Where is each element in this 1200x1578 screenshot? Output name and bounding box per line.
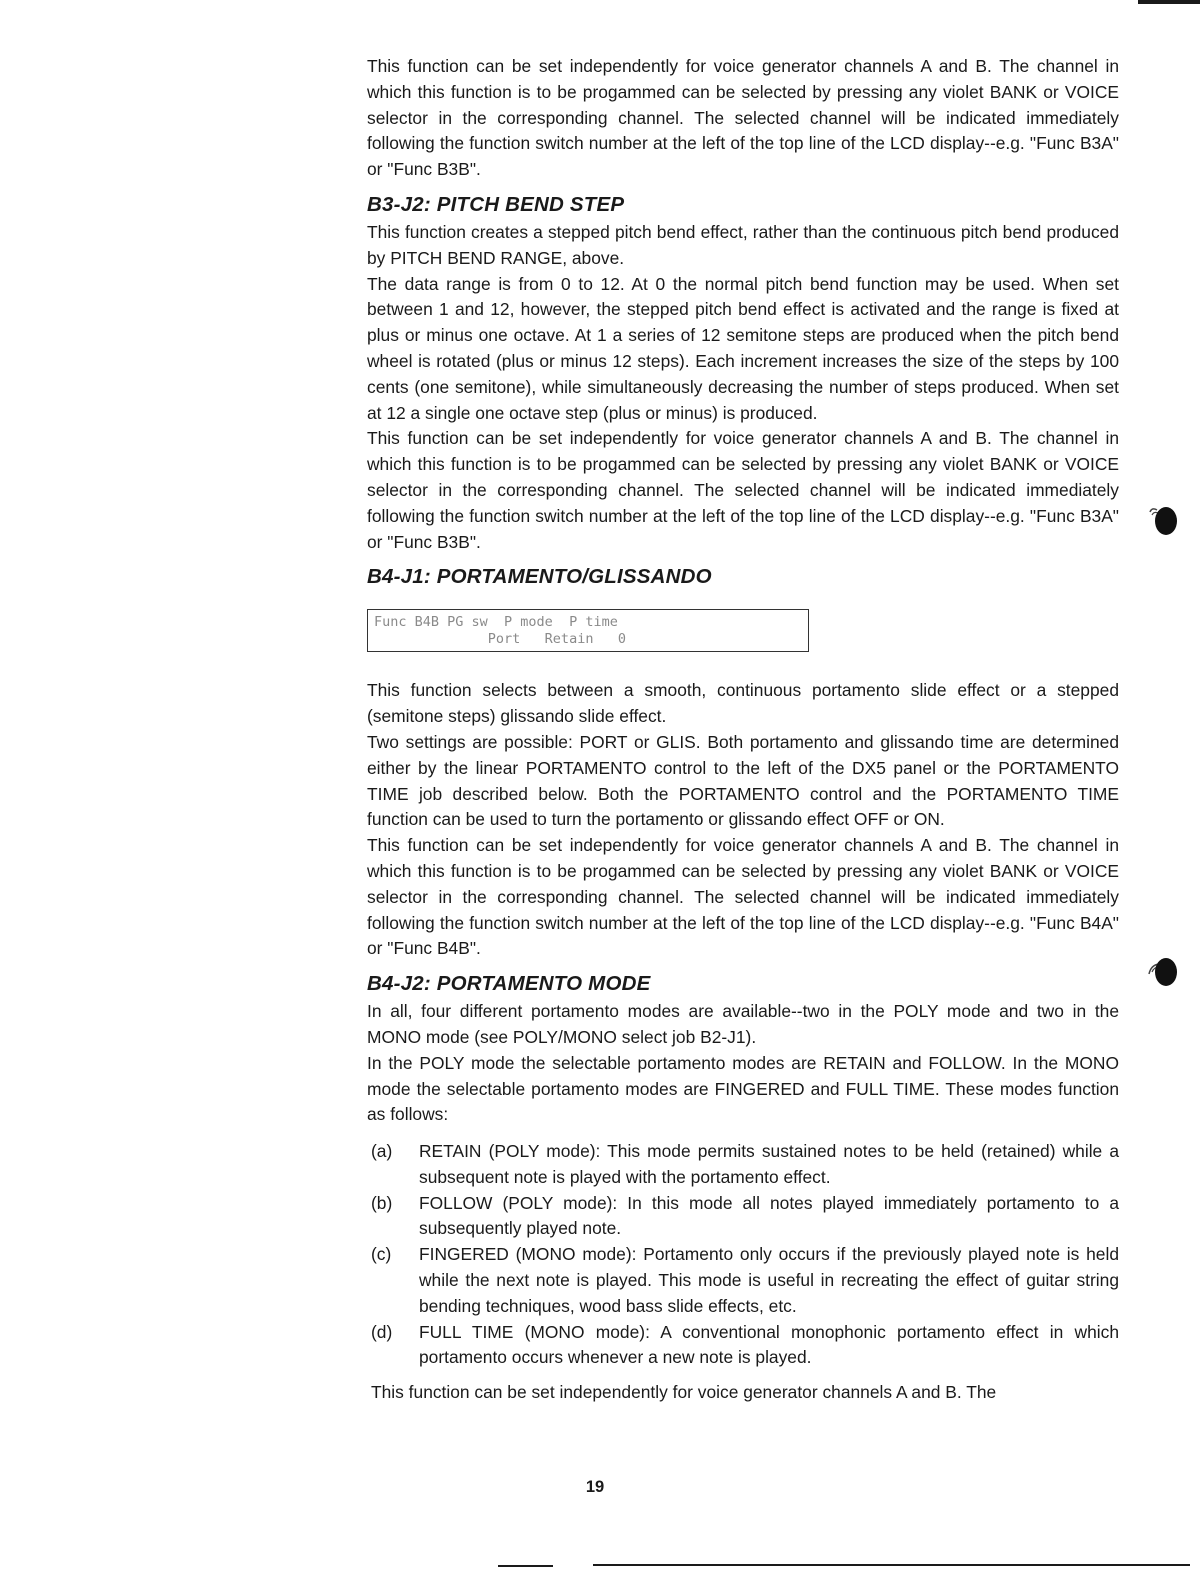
bottom-rule-left [498,1565,553,1567]
list-item-text: FINGERED (MONO mode): Portamento only occurs if the previously played note is held while the next note is played. This mode is useful in recreating the effect of guitar string bending techniques, wood bass slide effects, etc. [419,1244,1119,1316]
heading-pitch-bend-step: B3-J2: PITCH BEND STEP [367,192,625,216]
paragraph-portamento-settings: Two settings are possible: PORT or GLIS. Both portamento and glissando time are determined either by the linear PORTAMENTO control to the left of the DX5 panel or the PORTAMENTO TIME job described below. Both the PORTAMENTO control and the PORTAMENTO TIME function can be used to turn the portamento or glissando effect OFF or ON. [367,731,1119,830]
list-item-text: FULL TIME (MONO mode): A conventional monophonic portamento effect in which portamento occurs whenever a new note is played. [419,1321,1119,1368]
paragraph-channel-select-b3: This function can be set independently for voice generator channels A and B. The channel in which this function is to be progammed can be selected by pressing any violet BANK or VOICE selector in the corresponding channel. The selected channel will be indicated immediately following the function switch number at the left of the top line of the LCD display--e.g. "Func B3A" or "Func B3B". [367,56,1119,180]
lcd-display [367,609,809,652]
list-item-text: FOLLOW (POLY mode): In this mode all notes played immediately portamento to a subsequently played note. [419,1192,1119,1239]
list-item [367,1139,1119,1191]
list-item [367,1242,1119,1319]
paragraph-portamento-intro: This function selects between a smooth, continuous portamento slide effect or a stepped (semitone steps) glissando slide effect. [367,680,1119,727]
paragraph-portamento-modes-list-intro: In the POLY mode the selectable portamento modes are RETAIN and FOLLOW. In the MONO mode the selectable portamento modes are FINGERED and FULL TIME. These modes function as follows: [367,1052,1119,1125]
lcd-line-2: Port Retain 0 [374,631,626,648]
list-item-label: (b) [371,1192,393,1213]
paragraph-pitch-bend-step-range: The data range is from 0 to 12. At 0 the normal pitch bend function may be used. When set between 1 and 12, however, the stepped pitch bend effect is activated and the range is fixed at plus or minus one octave. At 1 a series of 12 semitone steps are produced when the pitch bend wheel is rotated (plus or minus 12 steps). Each increment increases the size of the steps by 100 cents (one semitone), while simultaneously decreasing the number of steps produced. When set at 12 a single one octave step (plus or minus) is produced. [367,273,1119,423]
list-item [367,1320,1119,1372]
paragraph-portamento-modes-overview: In all, four different portamento modes are available--two in the POLY mode and two in the MONO mode (see POLY/MONO select job B2-J1). [367,1001,1119,1047]
list-item-label: (d) [371,1321,393,1342]
binder-hole-upper [1146,502,1178,538]
top-edge-mark [1138,0,1200,4]
paragraph-pitch-bend-step-intro: This function creates a stepped pitch bend effect, rather than the continuous pitch bend produced by PITCH BEND RANGE, above. [367,221,1119,268]
list-item-text: RETAIN (POLY mode): This mode permits sustained notes to be held (retained) while a subsequent note is played with the portamento effect. [419,1141,1119,1187]
heading-portamento-glissando: B4-J1: PORTAMENTO/GLISSANDO [367,565,712,589]
binder-hole-lower [1146,952,1178,988]
page-body [367,54,1119,1406]
lcd-line-1: Func B4B PG sw P mode P time [374,614,618,631]
list-item [367,1191,1119,1243]
paragraph-channel-select-b4: This function can be set independently for voice generator channels A and B. The channel in which this function is to be progammed can be selected by pressing any violet BANK or VOICE selector in the corresponding channel. The selected channel will be indicated immediately following the function switch number at the left of the top line of the LCD display--e.g. "Func B4A" or "Func B4B". [367,835,1119,959]
heading-portamento-mode: B4-J2: PORTAMENTO MODE [367,972,651,996]
portamento-mode-list [367,1139,1119,1371]
list-item-label: (c) [371,1244,392,1265]
paragraph-channel-select-b3-repeat: This function can be set independently for voice generator channels A and B. The channel in which this function is to be progammed can be selected by pressing any violet BANK or VOICE selector in the corresponding channel. The selected channel will be indicated immediately following the function switch number at the left of the top line of the LCD display--e.g. "Func B3A" or "Func B3B". [367,428,1119,552]
list-item-label: (a) [371,1141,393,1162]
page-number: 19 [585,1478,605,1496]
paragraph-channel-select-b4j2: This function can be set independently for voice generator channels A and B. The [371,1382,997,1403]
bottom-rule-right [593,1564,1190,1566]
